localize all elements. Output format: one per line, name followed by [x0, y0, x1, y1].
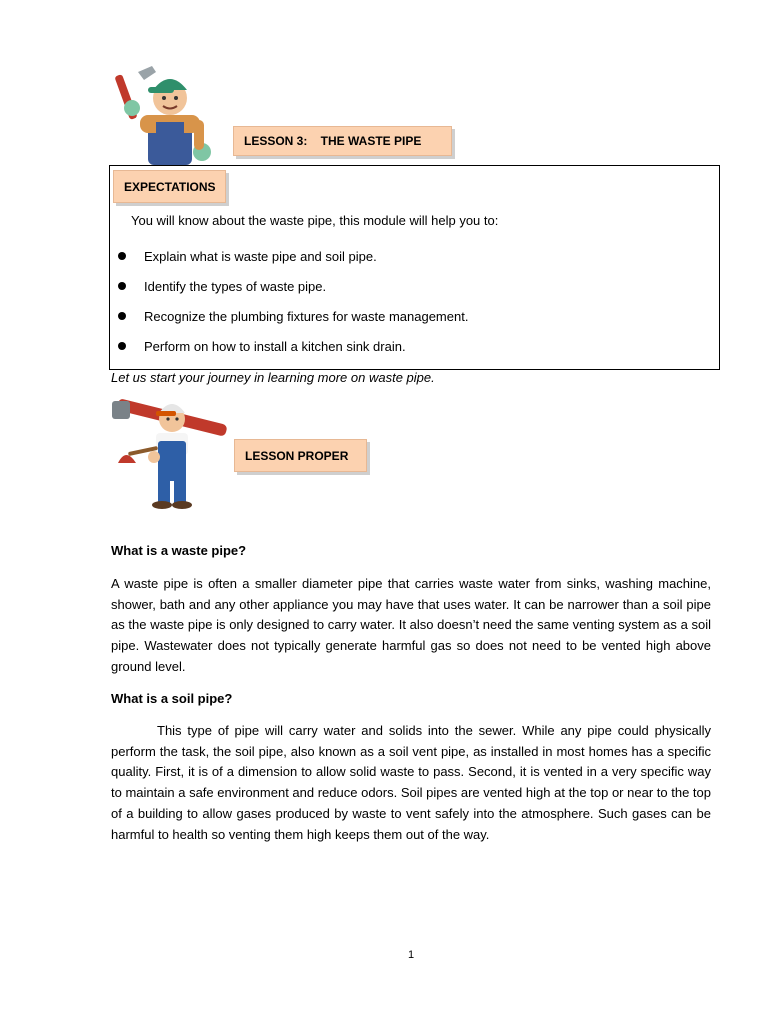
expectations-label: EXPECTATIONS [124, 179, 216, 194]
objective-item: Identify the types of waste pipe. [144, 279, 327, 294]
objective-item: Explain what is waste pipe and soil pipe. [144, 249, 377, 264]
section-body: This type of pipe will carry water and solids into the sewer. While any pipe could physically perform the task, the soil pipe, also known as a soil vent pipe, as installed in most homes has a specific quality. First, it is of a dimension to allow solid waste to pass. Second, it is vented in a very specific way to maintain a safe environment and reduce odors. Soil pipes are vented high at the top or near to the top of a building to allow gases produced by waste to vent safely into the atmosphere. Such gases can be harmful to health so venting them high keeps them out of the way. [111, 723, 711, 842]
page-number: 1 [408, 949, 415, 961]
objective-item: Perform on how to install a kitchen sink drain. [144, 339, 406, 354]
journey-note: Let us start your journey in learning more on waste pipe. [111, 370, 435, 385]
section-heading: What is a soil pipe? [111, 691, 233, 706]
section-heading: What is a waste pipe? [111, 543, 247, 558]
bullet-icon [118, 252, 126, 260]
bullet-icon [118, 342, 126, 350]
lesson-title-box [233, 126, 452, 156]
bullet-icon [118, 312, 126, 320]
plumber-with-wrench-icon [110, 60, 230, 165]
expectations-intro: You will know about the waste pipe, this module will help you to: [131, 213, 499, 228]
section-body: A waste pipe is often a smaller diameter pipe that carries waste water from sinks, washing machine, shower, bath and any other appliance you may have that uses water. It can be narrower than a soil pipe as the waste pipe is only designed to carry water. It also doesn’t need the same venting system as a soil pipe. Wastewater does not typically generate harmful gas so does not need to be vented high above ground level. [111, 576, 711, 674]
plumber-with-pipe-and-plunger-icon [110, 397, 230, 512]
lesson-proper-label: LESSON PROPER [245, 448, 349, 463]
expectations-label-box [113, 170, 226, 203]
objective-item: Recognize the plumbing fixtures for waste management. [144, 309, 469, 324]
lesson-proper-label-box [234, 439, 367, 472]
bullet-icon [118, 282, 126, 290]
lesson-title: LESSON 3: THE WASTE PIPE [244, 134, 422, 148]
